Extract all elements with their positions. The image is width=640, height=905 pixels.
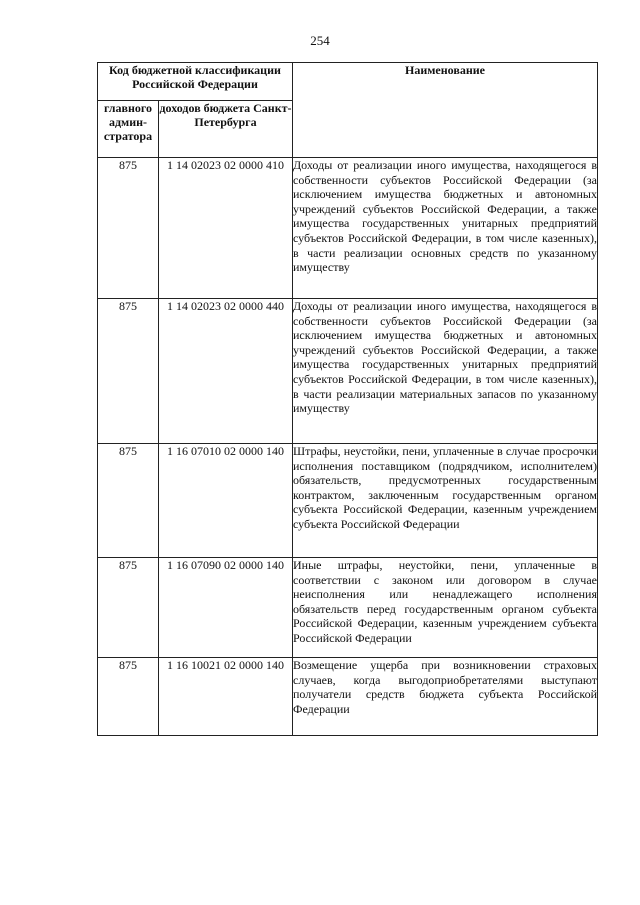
- header-budget-classification-code: Код бюджетной классификации Российской Федерации: [98, 63, 293, 101]
- table-row: [98, 558, 598, 658]
- income-code-cell: 1 14 02023 02 0000 410: [159, 158, 293, 299]
- description-cell: Доходы от реализации иного имущества, находящегося в собственности субъектов Российской Федерации (за исключением имущества бюджетных и автономных учреждений субъектов Российской Федерации, а также имущества государственных унитарных предприятий субъектов Российской Федерации, в том числе казенных), в части реализации основных средств по указанному имуществу: [293, 158, 598, 299]
- header-budget-income: доходов бюджета Санкт-Петербурга: [159, 101, 293, 158]
- admin-code-cell: 875: [98, 299, 159, 444]
- admin-code-cell: 875: [98, 658, 159, 736]
- admin-code-cell: 875: [98, 558, 159, 658]
- description-cell: Штрафы, неустойки, пени, уплаченные в случае просрочки исполнения поставщиком (подрядчиком, исполнителем) обязательств, предусмотренных государственным контрактом, заключенным государственным органом субъекта Российской Федерации, казенным учреждением субъекта Российской Федерации: [293, 444, 598, 558]
- income-code-cell: 1 16 07010 02 0000 140: [159, 444, 293, 558]
- table-row: [98, 158, 598, 299]
- table-row: [98, 658, 598, 736]
- income-code-cell: 1 16 10021 02 0000 140: [159, 658, 293, 736]
- income-code-cell: 1 16 07090 02 0000 140: [159, 558, 293, 658]
- admin-code-cell: 875: [98, 158, 159, 299]
- header-name: Наименование: [293, 63, 598, 158]
- income-code-cell: 1 14 02023 02 0000 440: [159, 299, 293, 444]
- description-cell: Возмещение ущерба при возникновении страховых случаев, когда выгодоприобретателями выступают получатели средств бюджета субъекта Российской Федерации: [293, 658, 598, 736]
- header-main-administrator: главного админ-стратора: [98, 101, 159, 158]
- description-cell: Иные штрафы, неустойки, пени, уплаченные в соответствии с законом или договором в случае неисполнения или ненадлежащего исполнения обязательств перед государственным органом субъекта Российской Федерации, казенным учреждением субъекта Российской Федерации: [293, 558, 598, 658]
- description-cell: Доходы от реализации иного имущества, находящегося в собственности субъектов Российской Федерации (за исключением имущества бюджетных и автономных учреждений субъектов Российской Федерации, а также имущества государственных унитарных предприятий субъектов Российской Федерации, в том числе казенных), в части реализации материальных запасов по указанному имуществу: [293, 299, 598, 444]
- page-number: 254: [310, 33, 330, 48]
- table-row: [98, 444, 598, 558]
- table-row: [98, 299, 598, 444]
- budget-classification-table: [97, 62, 598, 736]
- admin-code-cell: 875: [98, 444, 159, 558]
